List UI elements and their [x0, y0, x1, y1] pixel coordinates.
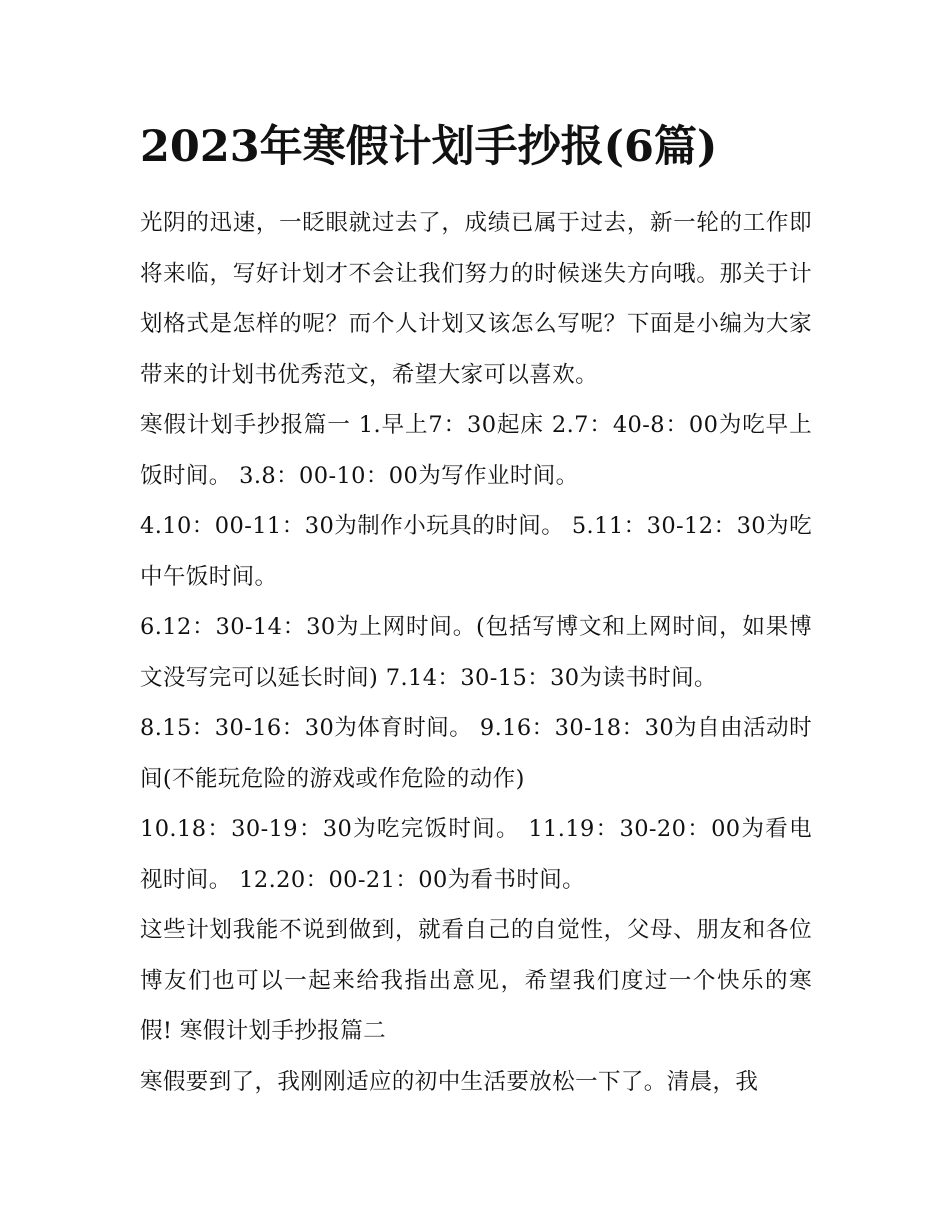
paragraph-schedule-2: 4.10：00-11：30为制作小玩具的时间。 5.11：30-12：30为吃中午饭时间。 [140, 513, 812, 590]
paragraph-conclusion: 这些计划我能不说到做到，就看自己的自觉性，父母、朋友和各位博友们也可以一起来给我指出意见，希望我们度过一个快乐的寒假! 寒假计划手抄报篇二 [140, 917, 812, 1044]
paragraph-intro: 光阴的迅速，一眨眼就过去了，成绩已属于过去，新一轮的工作即将来临，写好计划才不会让我们努力的时候迷失方向哦。那关于计划格式是怎样的呢？而个人计划又该怎么写呢？下面是小编为大家带来的计划书优秀范文，希望大家可以喜欢。 [140, 210, 812, 388]
paragraph-article-two: 寒假要到了，我刚刚适应的初中生活要放松一下了。清晨，我 [140, 1068, 759, 1095]
paragraph-schedule-5: 10.18：30-19：30为吃完饭时间。 11.19：30-20：00为看电视时间。 12.20：00-21：00为看书时间。 [140, 816, 812, 893]
document-body [140, 198, 812, 1107]
paragraph-schedule-4: 8.15：30-16：30为体育时间。 9.16：30-18：30为自由活动时间(不能玩危险的游戏或作危险的动作) [140, 715, 812, 792]
paragraph-schedule-3: 6.12：30-14：30为上网时间。(包括写博文和上网时间，如果博文没写完可以延长时间) 7.14：30-15：30为读书时间。 [140, 614, 812, 691]
paragraph-schedule-1: 寒假计划手抄报篇一 1.早上7：30起床 2.7：40-8：00为吃早上饭时间。 3.8：00-10：00为写作业时间。 [140, 412, 812, 489]
document-title: 2023年寒假计划手抄报(6篇) [140, 122, 718, 172]
